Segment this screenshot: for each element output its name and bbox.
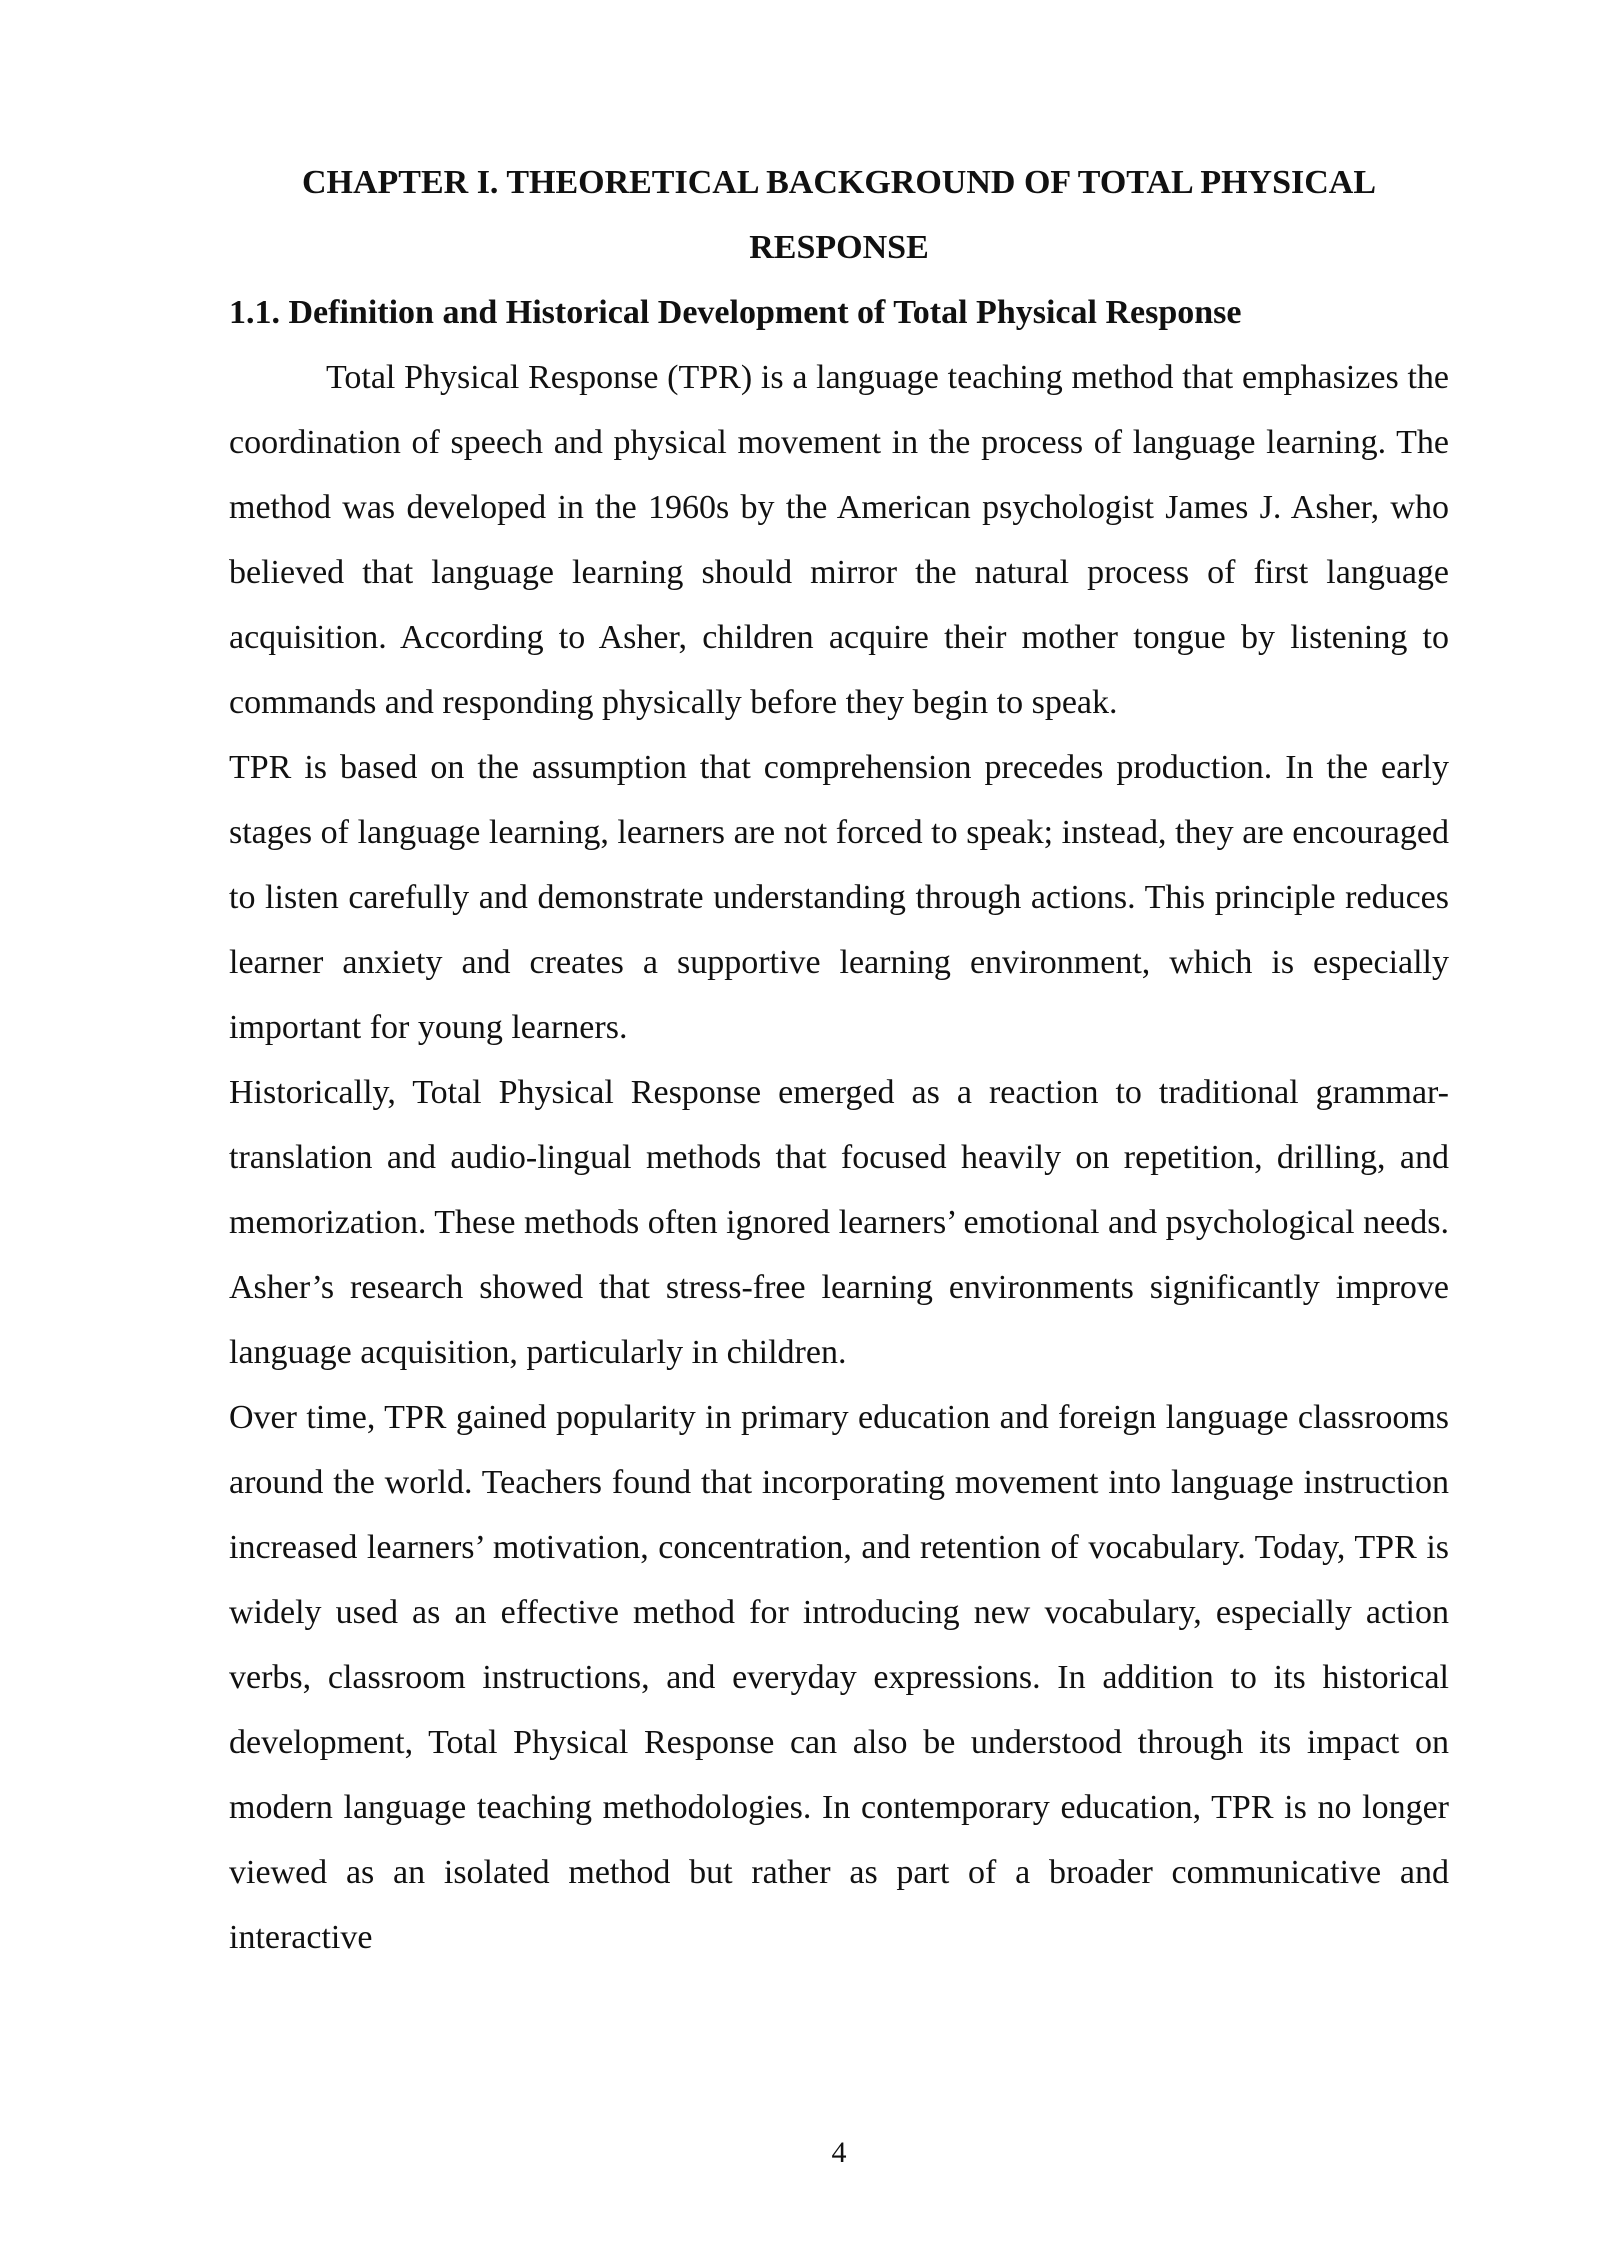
chapter-title: CHAPTER I. THEORETICAL BACKGROUND OF TOTAL PHYSICAL RESPONSE [301,164,1377,266]
paragraph-history: Historically, Total Physical Response emerged as a reaction to traditional grammar-translation and audio-lingual methods that focused heavily on repetition, drilling, and memorization. These methods often ignored learners’ emotional and psychological needs. Asher’s research showed that stress-free learning environments significantly improve language acquisition, particularly in children. [229,1074,1449,1371]
paragraph-popularity: Over time, TPR gained popularity in primary education and foreign language classrooms around the world. Teachers found that incorporating movement into language instruction increased learners’ motivation, concentration, and retention of vocabulary. Today, TPR is widely used as an effective method for introducing new vocabulary, especially action verbs, classroom instructions, and everyday expressions. In addition to its historical development, Total Physical Response can also be understood through its impact on modern language teaching methodologies. In contemporary education, TPR is no longer viewed as an isolated method but rather as part of a broader communicative and interactive [229,1399,1449,1956]
paragraph-definition: Total Physical Response (TPR) is a language teaching method that emphasizes the coordination of speech and physical movement in the process of language learning. The method was developed in the 1960s by the American psychologist James J. Asher, who believed that language learning should mirror the natural process of first language acquisition. According to Asher, children acquire their mother tongue by listening to commands and responding physically before they begin to speak. [229,359,1449,721]
page-number: 4 [831,2136,847,2169]
section-heading: 1.1. Definition and Historical Development of Total Physical Response [229,294,1242,331]
page-content [229,150,1449,1970]
paragraph-comprehension: TPR is based on the assumption that comprehension precedes production. In the early stages of language learning, learners are not forced to speak; instead, they are encouraged to listen carefully and demonstrate understanding through actions. This principle reduces learner anxiety and creates a supportive learning environment, which is especially important for young learners. [229,749,1449,1046]
